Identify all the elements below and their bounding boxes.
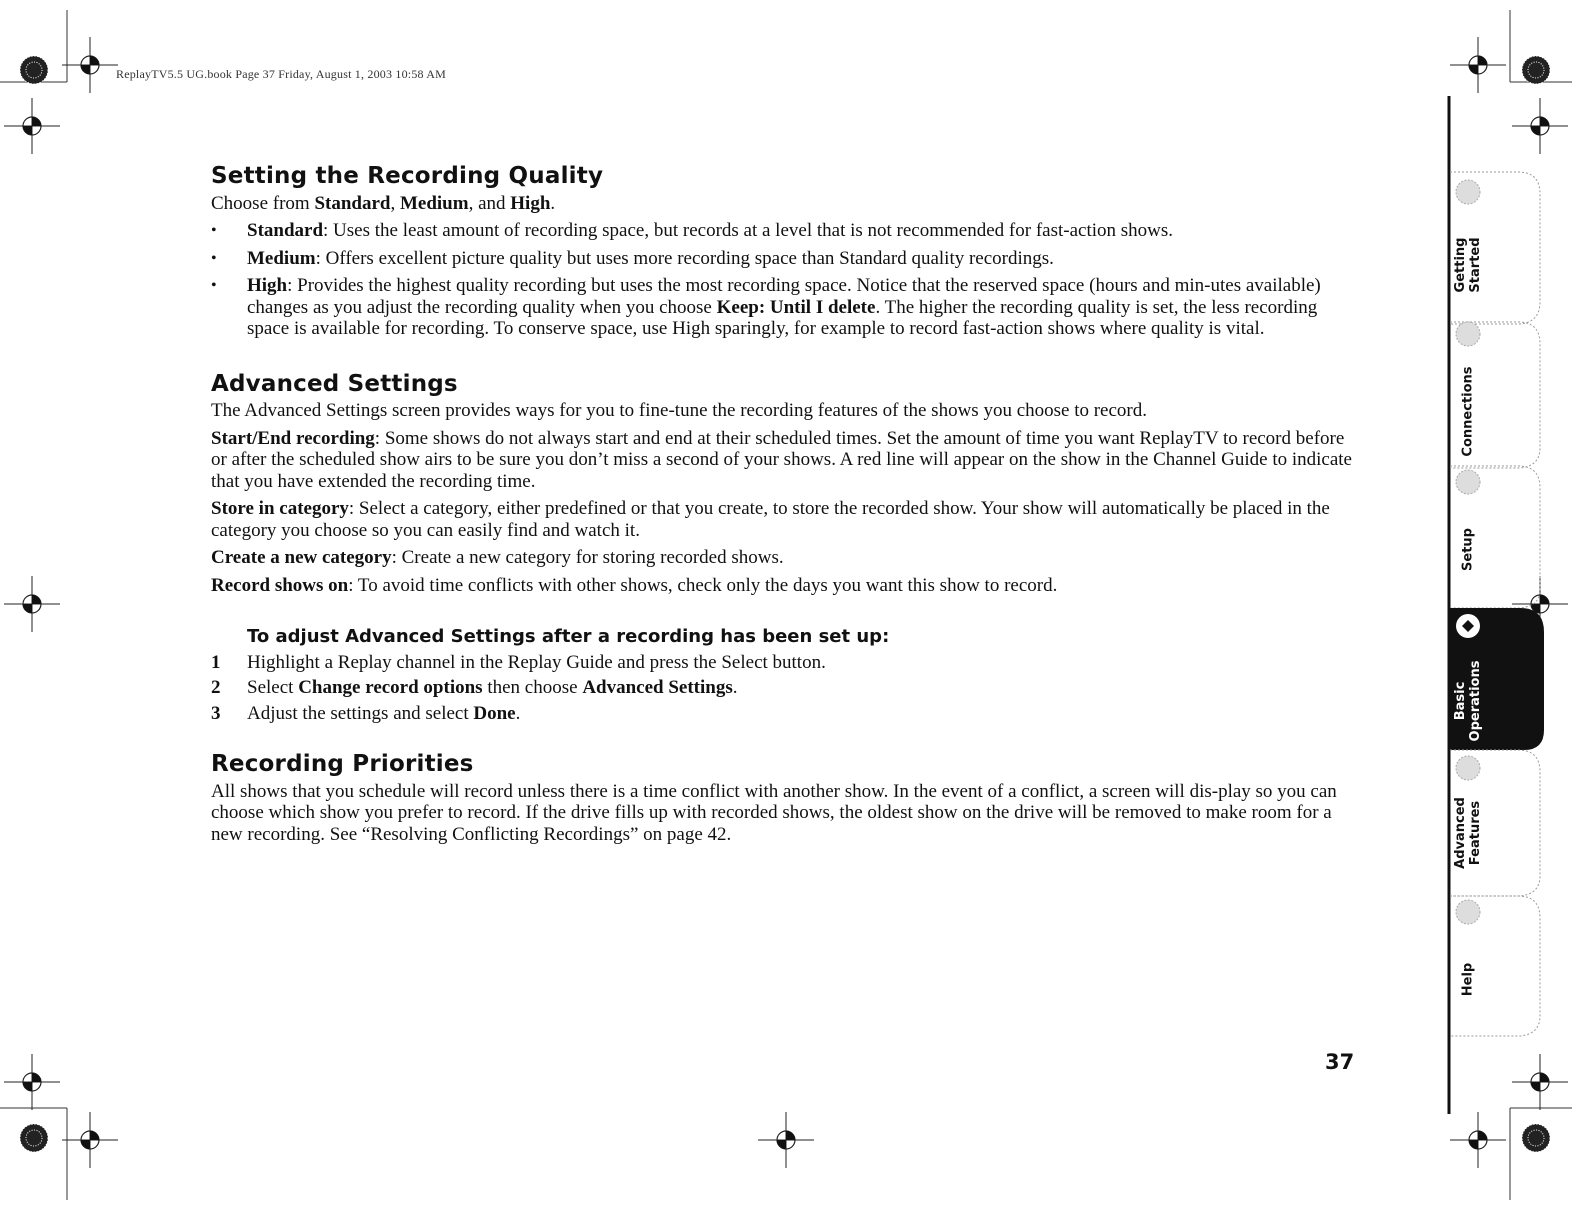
- paragraph: Create a new category: Create a new category for storing recorded shows.: [211, 547, 784, 568]
- tab-help[interactable]: Help: [1460, 962, 1476, 997]
- section-title-recording-priorities: Recording Priorities: [211, 751, 474, 777]
- step-item: 1 Highlight a Replay channel in the Replay Guide and press the Select button.: [211, 651, 826, 673]
- step-item: 3 Adjust the settings and select Done.: [211, 702, 521, 724]
- tab-getting-started[interactable]: Getting Started: [1453, 237, 1483, 293]
- list-item: • Medium: Offers excellent picture quality but uses more recording space than Standard quality recordings.: [211, 248, 1361, 270]
- chapter-tabs: [1440, 96, 1572, 1116]
- quality-options-list: [211, 220, 1361, 340]
- tab-connections[interactable]: Connections: [1460, 366, 1476, 457]
- section-title-advanced-settings: Advanced Settings: [211, 370, 458, 397]
- procedure-steps: [211, 652, 1361, 725]
- page-content: [211, 163, 1361, 851]
- list-item: • High: Provides the highest quality recording but uses the most recording space. Notice that the reserved space (hours and min-utes available) changes as you adjust the recording quality when you choose Keep: Until I delete. The higher the recording quality is set, the less recording space is available for recording. To conserve space, use High sparingly, for example to record fast-action shows where quality is vital.: [211, 275, 1361, 340]
- advanced-intro: The Advanced Settings screen provides ways for you to fine-tune the recording features of the shows you choose to record.: [211, 400, 1148, 421]
- tab-advanced-features[interactable]: Advanced Features: [1453, 797, 1483, 869]
- list-item: • Standard: Uses the least amount of recording space, but records at a level that is not recommended for fast-action shows.: [211, 220, 1361, 242]
- tab-setup[interactable]: Setup: [1460, 528, 1476, 571]
- header-slug: ReplayTV5.5 UG.book Page 37 Friday, August 1, 2003 10:58 AM: [116, 67, 447, 81]
- paragraph: Start/End recording: Some shows do not always start and end at their scheduled times. Set the amount of time you want ReplayTV to record before or after the scheduled show airs to be sure you don’t miss a second of your shows. A red line will appear on the show in the Channel Guide to indicate that you have extended the recording time.: [211, 427, 1352, 492]
- tab-basic-operations[interactable]: Basic Operations: [1453, 660, 1483, 742]
- step-item: 2 Select Change record options then choose Advanced Settings.: [211, 677, 738, 698]
- paragraph: Record shows on: To avoid time conflicts with other shows, check only the days you want this show to record.: [211, 574, 1058, 596]
- quality-intro: Choose from Standard, Medium, and High.: [211, 192, 556, 214]
- procedure-title: To adjust Advanced Settings after a recording has been set up:: [247, 626, 890, 647]
- section-title-recording-quality: Setting the Recording Quality: [211, 163, 604, 189]
- page-number: 37: [1325, 1050, 1355, 1074]
- priorities-body: All shows that you schedule will record unless there is a time conflict with another show. In the event of a conflict, a screen will dis-play so you can choose which show you prefer to record. If the drive fills up with recorded shows, the oldest show on the drive will be removed to make room for a new recording. See “Resolving Conflicting Recordings” on page 42.: [211, 780, 1337, 845]
- paragraph: Store in category: Select a category, either predefined or that you create, to store the recorded show. Your show will automatically be placed in the category you choose so you can easily find and watch it.: [211, 498, 1330, 541]
